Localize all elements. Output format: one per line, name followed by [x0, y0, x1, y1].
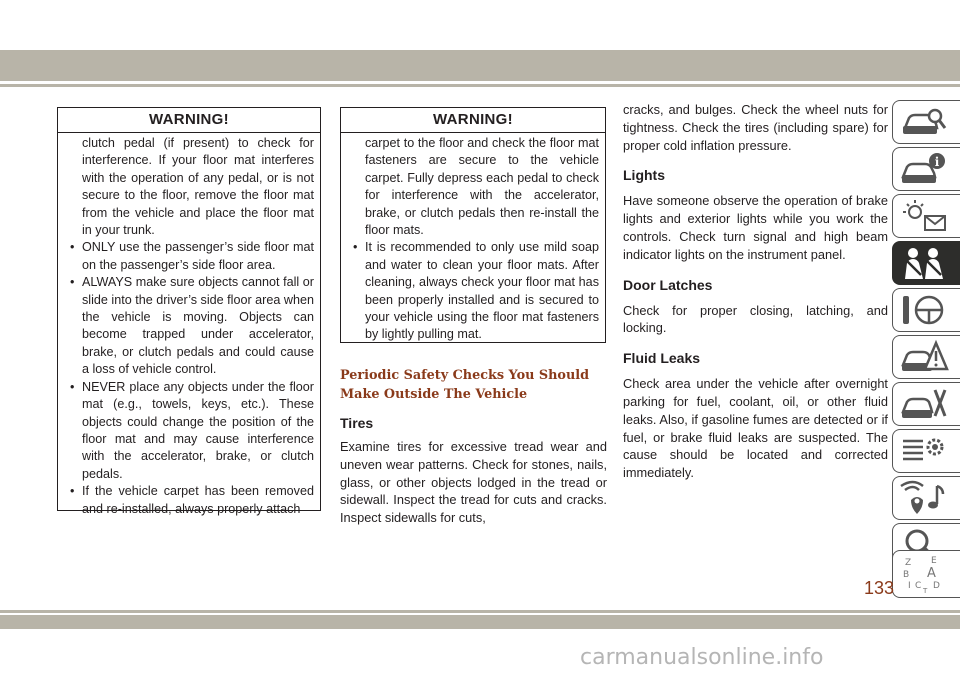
tab-safety[interactable]: [892, 241, 960, 285]
header-band: [0, 50, 960, 81]
safety-passenger-icon: [899, 245, 949, 281]
footer-band: [0, 615, 960, 629]
tab-instrument-panel[interactable]: [892, 194, 960, 238]
tab-multimedia[interactable]: [892, 476, 960, 520]
fluid-leaks-heading: Fluid Leaks: [623, 350, 701, 367]
tab-index[interactable]: [892, 550, 960, 598]
warning-bullet: • If the vehicle carpet has been removed and re-installed, always properly attach: [70, 483, 314, 518]
watermark: carmanualsonline.info: [580, 645, 824, 670]
tab-emergencies[interactable]: [892, 335, 960, 379]
lights-heading: Lights: [623, 167, 665, 184]
car-info-icon: [899, 151, 949, 187]
warning-bullet: • ALWAYS make sure objects cannot fall or slide into the driver’s side floor area when the vehicle is moving. Objects can become trapped under accelerator, brake, or clutch pedals and could cause a loss of vehicle control.: [70, 274, 314, 378]
tab-getting-to-know[interactable]: [892, 100, 960, 144]
tab-technical-specifications[interactable]: [892, 429, 960, 473]
lights-text: Have someone observe the operation of brake lights and exterior lights while you work the controls. Check turn signal and high beam indicator lights on the instrument panel.: [623, 193, 888, 262]
tab-servicing-maintenance[interactable]: [892, 382, 960, 426]
section-title: Periodic Safety Checks You Should Make Outside The Vehicle: [340, 368, 590, 402]
tires-text-continued: cracks, and bulges. Check the wheel nuts for tightness. Check the tires (including spare) for proper cold inflation pressure.: [623, 102, 888, 153]
car-search-icon: [899, 104, 949, 140]
warning-box-floor-mat: [57, 107, 321, 516]
tires-heading: Tires: [340, 415, 374, 431]
warning-continuation-text: clutch pedal (if present) to check for interference. If your floor mat interferes with the operation of any pedal, or is not secure to the floor, remove the floor mat from the vehicle and place the floor mat in your trunk.: [82, 136, 314, 238]
svg-text:E: E: [931, 556, 937, 566]
svg-text:C: C: [915, 581, 922, 591]
column-right: [623, 101, 888, 482]
warning-box-carpet: [340, 107, 606, 343]
warning-light-icon: [899, 198, 949, 234]
warning-bullet-list: [353, 239, 599, 343]
warning-bullet: • It is recommended to only use mild soap and water to clean your floor mats. After cleaning, always check your floor mat has been properly installed and is secured to your vehicle using the floor mat fasteners by lightly pulling mat.: [353, 239, 599, 343]
steering-wheel-icon: [899, 292, 949, 328]
warning-continuation-text: carpet to the floor and check the floor mat fasteners are secure to the vehicle carpet. Fully depress each pedal to check for interference with the accelerator, brake, or clutch pedals then re-install the floor mats.: [365, 136, 599, 238]
car-tools-icon: [899, 386, 949, 422]
warning-bullet: • NEVER place any objects under the floor mat (e.g., towels, keys, etc.). These objects could change the position of the floor mat and may cause interference with the accelerator, brake, or clutch pedals.: [70, 379, 314, 483]
warning-title: WARNING!: [341, 108, 605, 133]
warning-bullet: • ONLY use the passenger’s side floor mat on the passenger’s side floor area.: [70, 239, 314, 274]
svg-text:D: D: [933, 581, 940, 591]
svg-text:T: T: [923, 587, 928, 594]
svg-text:B: B: [903, 570, 910, 580]
multimedia-icon: [899, 480, 949, 516]
car-hazard-icon: [899, 339, 949, 375]
tab-getting-started[interactable]: [892, 147, 960, 191]
fluid-leaks-text: Check area under the vehicle after overnight parking for fuel, coolant, oil, or other fluid leaks. Also, if gasoline fumes are detected or if fuel, or brake fluid leaks are suspected. The cause should be located and corrected immediately.: [623, 376, 888, 481]
tab-starting-operating[interactable]: [892, 288, 960, 332]
index-letters-icon: [899, 554, 949, 594]
warning-bullet-list: [70, 239, 314, 518]
page-number: 133: [863, 578, 894, 598]
warning-title: WARNING!: [58, 108, 320, 133]
footer-rule: [0, 610, 960, 613]
svg-text:A: A: [927, 566, 936, 581]
specs-gear-icon: [899, 433, 949, 469]
door-latches-text: Check for proper closing, latching, and locking.: [623, 302, 888, 336]
header-rule: [0, 84, 960, 87]
svg-text:i: i: [934, 155, 940, 169]
svg-text:Z: Z: [905, 558, 912, 568]
column-middle: [340, 366, 607, 527]
tires-text: Examine tires for excessive tread wear and uneven wear patterns. Check for stones, nails, glass, or other objects lodged in the tread or sidewall. Inspect the tread for cuts and cracks. Inspect sidewalls for cuts,: [340, 439, 607, 526]
svg-text:I: I: [908, 581, 911, 591]
door-latches-heading: Door Latches: [623, 276, 713, 293]
